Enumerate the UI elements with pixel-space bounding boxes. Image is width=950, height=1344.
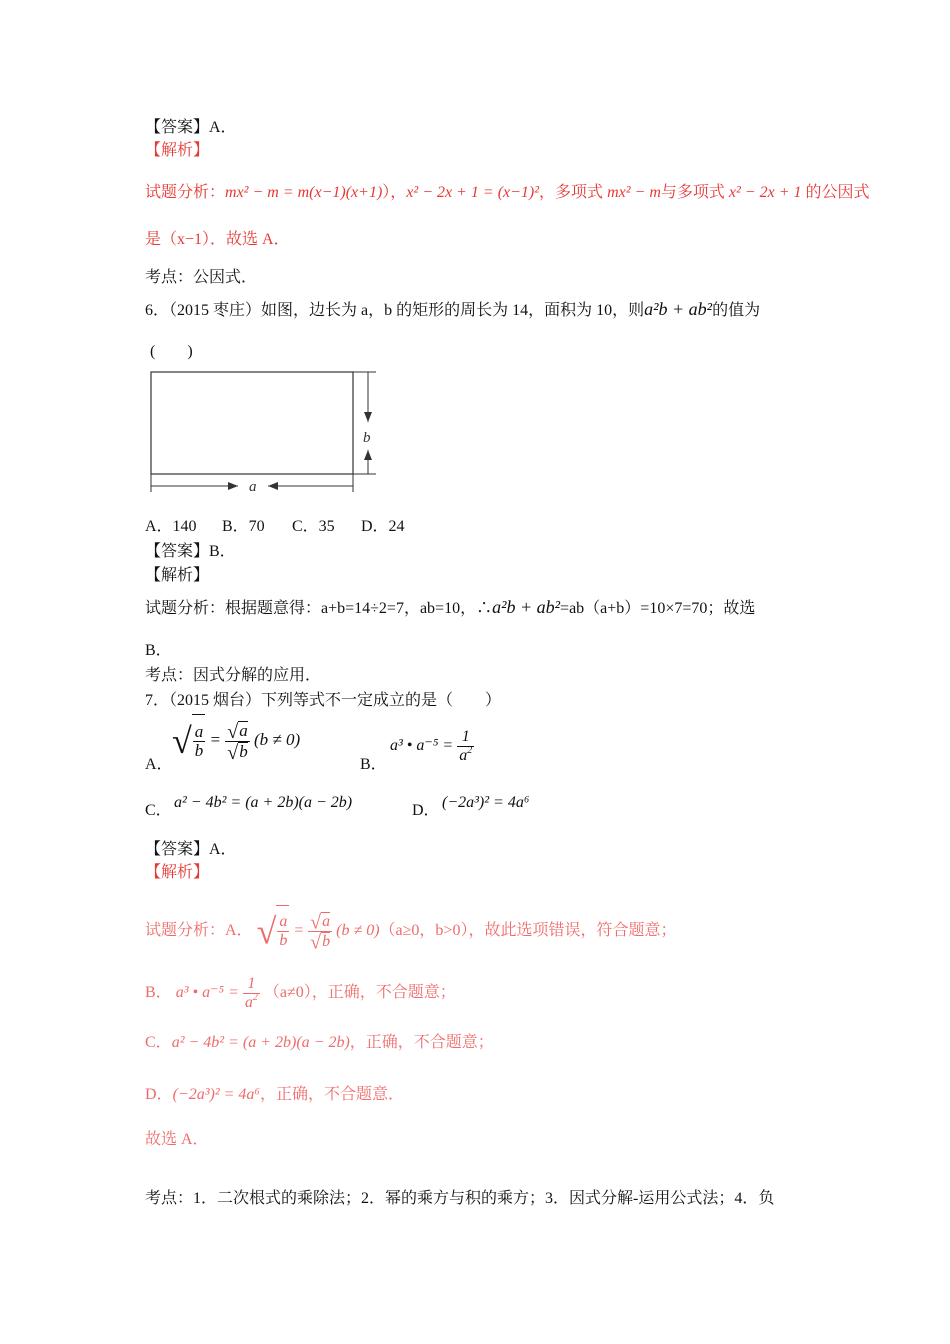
q5-eq2: x² − 2x + 1 = (x−1)²	[406, 184, 540, 201]
q6-kaodian: 考点：因式分解的应用．	[145, 667, 322, 684]
q5-analysis-line1	[145, 182, 870, 204]
q6-option-a: A．140	[145, 518, 197, 535]
q6-stem: 6．（2015 枣庄）如图，边长为 a，b 的矩形的周长为 14，面积为 10，则	[145, 302, 645, 319]
q7-line-d-eq: (−2a³)² = 4a⁶	[172, 1086, 260, 1103]
q7-analysis-line-c	[145, 1032, 494, 1054]
q7-line-a-cond: (b ≠ 0)	[336, 922, 380, 939]
q5-kaodian: 考点：公因式．	[145, 269, 258, 286]
q6-expr: a²b + ab²	[644, 299, 713, 319]
q7-analysis-line-a: 试题分析：A． √ $\frac{a}{b}$ = $\frac{√a}{√b}$ (b ≠ 0)（a≥0，b>0），故此选项错误，符合题意；	[145, 905, 676, 956]
q6-analysis-line1	[145, 596, 755, 620]
q6-analysis-line2: B．	[145, 642, 172, 659]
q7-analysis-line-b: B． a³ • a⁻⁵ = $\frac{1}{a^2}$ （a≠0），正确，不合题意；	[145, 974, 456, 1011]
q7-option-a-cond: (b ≠ 0)	[253, 730, 301, 749]
q7-option-c-formula: a² − 4b² = (a + 2b)(a − 2b)	[174, 794, 353, 811]
q7-option-d-formula: (−2a³)² = 4a⁶	[442, 794, 530, 811]
q6-analysis-1: 试题分析：根据题意得：a+b=14÷2=7，ab=10，∴	[145, 600, 493, 617]
q7-line-b-text: （a≠0），正确，不合题意；	[263, 984, 456, 1001]
q6-analysis-expr: a²b + ab²	[492, 597, 561, 617]
arrowhead-b-bottom	[364, 450, 372, 460]
q6-paren: ( )	[150, 343, 193, 360]
q5-mid2: 与多项式	[660, 184, 729, 201]
label-a: a	[249, 479, 257, 495]
q7-option-b-lhs: a³ • a⁻⁵ =	[390, 737, 454, 754]
q7-analysis-line-d	[145, 1084, 404, 1106]
q7-option-d-label: D．	[412, 802, 440, 819]
arrowhead-b-top	[364, 412, 372, 422]
q7-answer: 【答案】A．	[145, 841, 237, 858]
sqrt-symbol-icon-2: √	[256, 911, 277, 952]
q5-mid3: 的公因式	[801, 184, 870, 201]
q7-line-d-prefix: D．	[145, 1086, 173, 1103]
q7-line-b-lhs: a³ • a⁻⁵ =	[175, 984, 239, 1001]
arrowhead-a-left	[228, 482, 238, 490]
q6-stem-line	[145, 298, 760, 322]
q7-line-c-eq: a² − 4b² = (a + 2b)(a − 2b)	[171, 1034, 350, 1051]
q5-sep1: ），	[382, 184, 407, 201]
q7-line-c-text: ，正确，不合题意；	[349, 1034, 494, 1051]
q7-analysis-label: 【解析】	[145, 864, 210, 881]
q7-line-a-prefix: 试题分析：A．	[145, 922, 253, 939]
q7-line-b-prefix: B．	[145, 984, 172, 1001]
q6-answer: 【答案】B．	[145, 543, 236, 560]
q5-eq1: mx² − m = m(x−1)(x+1)	[225, 184, 383, 201]
q7-kaodian: 考点：1．二次根式的乘除法；2．幂的乘方与积的乘方；3．因式分解-运用公式法；4．负	[145, 1190, 775, 1207]
q6-option-d: D．24	[361, 518, 405, 535]
q7-option-a-label: A．	[145, 756, 173, 773]
rectangle-shape	[151, 372, 353, 474]
q6-stem-end: 的值为	[712, 302, 761, 319]
label-b: b	[363, 430, 371, 446]
q7-line-c-prefix: C．	[145, 1034, 172, 1051]
rectangle-figure	[140, 362, 390, 497]
q7-option-a-formula: √ $\frac{a}{b}$ = $\frac{√a}{√b}$ (b ≠ 0)	[172, 714, 300, 765]
q7-option-b-formula: a³ • a⁻⁵ = $\frac{1}{a^2}$	[390, 727, 473, 764]
q6-option-c: C．35	[292, 518, 335, 535]
q7-choose: 故选 A．	[145, 1131, 209, 1148]
q7-line-a-text: （a≥0，b>0），故此选项错误，符合题意；	[379, 922, 677, 939]
q5-analysis-label: 【解析】	[145, 142, 210, 159]
q5-answer: 【答案】A．	[145, 119, 237, 136]
arrowhead-a-right	[268, 482, 278, 490]
q5-analysis-prefix: 试题分析：	[145, 184, 226, 201]
q6-analysis-label: 【解析】	[145, 567, 210, 584]
q7-option-c-label: C．	[145, 802, 172, 819]
q5-mid1: ，多项式	[539, 184, 608, 201]
q6-option-b: B．70	[222, 518, 265, 535]
q7-line-d-text: ，正确，不合题意．	[259, 1086, 404, 1103]
q7-option-b-label: B．	[360, 756, 387, 773]
sqrt-symbol-icon: √	[172, 721, 192, 762]
q5-poly1: mx² − m	[607, 184, 661, 201]
q5-poly2: x² − 2x + 1	[728, 184, 802, 201]
q7-stem: 7．（2015 烟台）下列等式不一定成立的是（ ）	[145, 692, 502, 709]
q6-analysis-2: =ab（a+b）=10×7=70；故选	[560, 600, 756, 617]
q5-analysis-line2: 是（x−1）．故选 A．	[145, 231, 290, 248]
